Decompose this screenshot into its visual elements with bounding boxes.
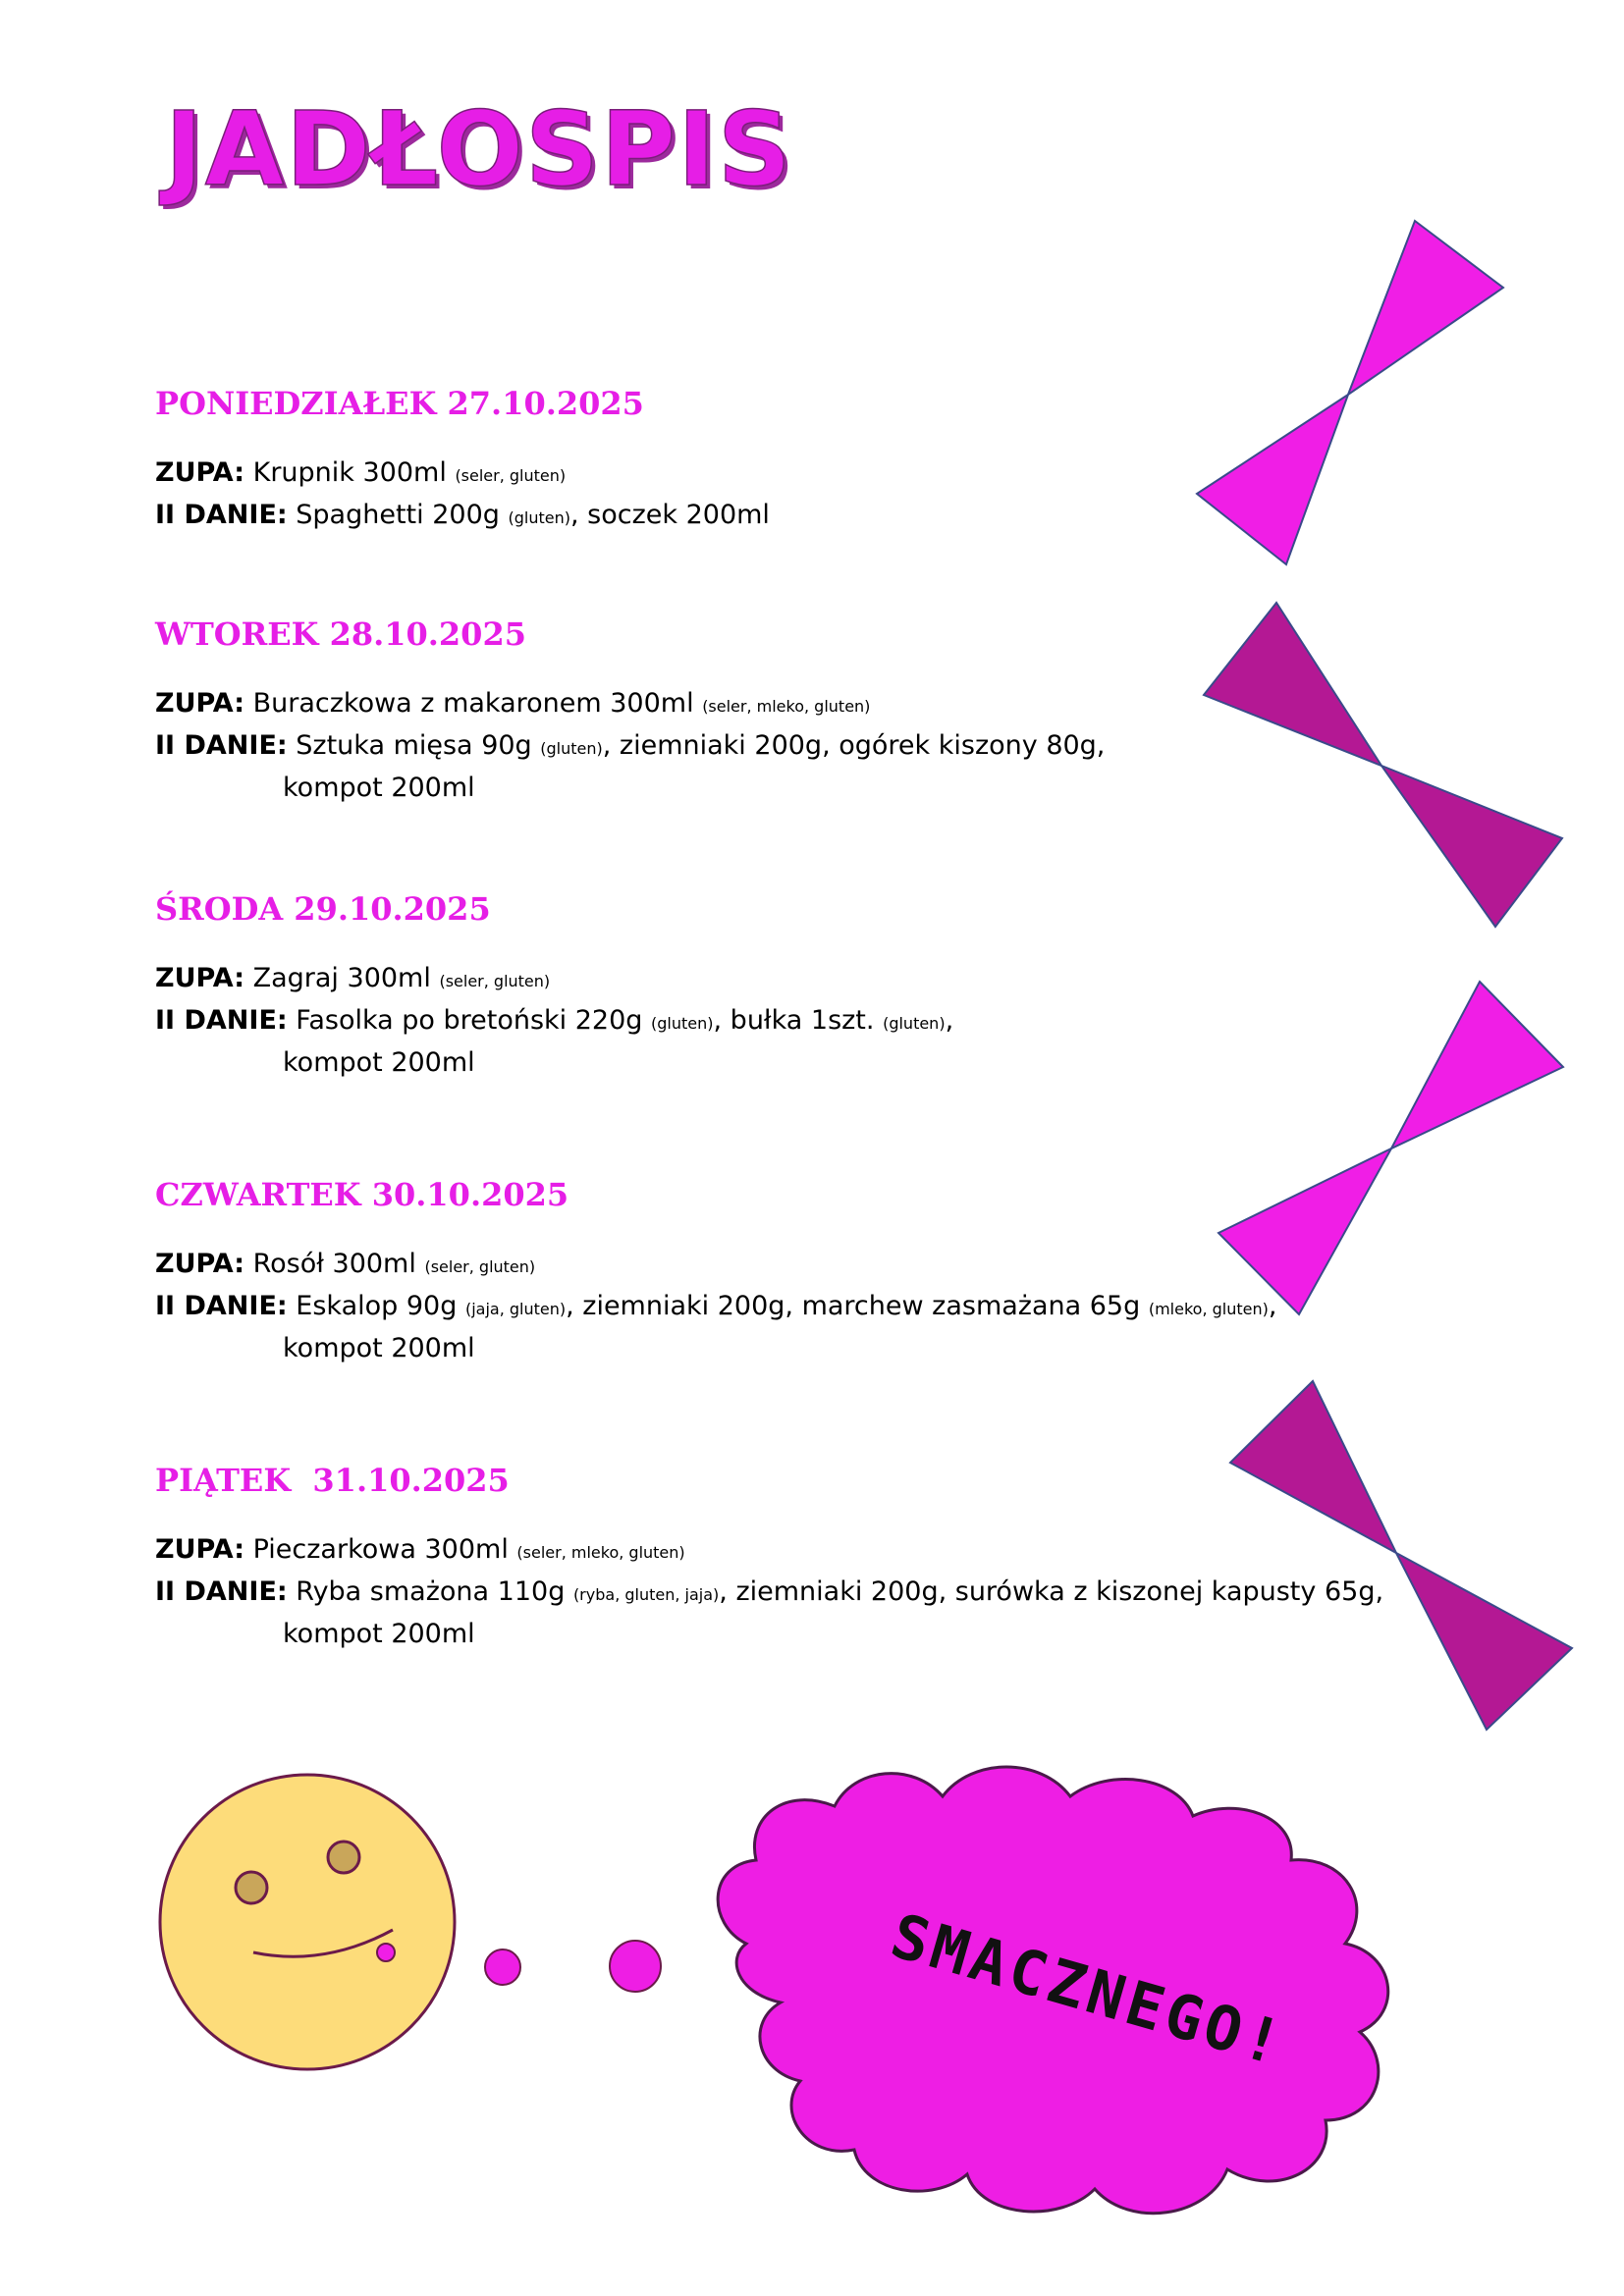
soup-allergens: (seler, gluten) [439, 972, 551, 990]
soup-label: ZUPA: [155, 1534, 245, 1565]
main-course-allergens: (gluten) [508, 508, 570, 527]
soup-allergens: (seler, gluten) [455, 466, 567, 485]
day-heading: ŚRODA 29.10.2025 [155, 890, 491, 928]
smiley-dimple [377, 1944, 395, 1961]
main-course-label: II DANIE: [155, 730, 288, 761]
bow-icon [1381, 766, 1562, 927]
bow-icon [1391, 982, 1563, 1148]
soup-text: Zagraj 300ml [252, 963, 431, 993]
soup-allergens: (seler, mleko, gluten) [516, 1543, 685, 1562]
bow-icon [1197, 221, 1503, 564]
bow-icon [1348, 221, 1503, 395]
smiley-eye [236, 1872, 267, 1903]
main-course-text: , ziemniaki 200g, marchew zasmażana 65g [566, 1291, 1141, 1321]
bow-icon [1204, 603, 1381, 766]
main-course-allergens: (gluten) [540, 739, 603, 758]
thought-bubble-icon [610, 1941, 661, 1992]
main-course-continuation: kompot 200ml [283, 1047, 475, 1078]
smiley-icon [160, 1775, 455, 2069]
main-course-allergens: (gluten) [883, 1014, 946, 1033]
main-course-text: Fasolka po bretoński 220g [296, 1005, 643, 1036]
main-course-text: Sztuka mięsa 90g [296, 730, 532, 761]
day-heading: PONIEDZIAŁEK 27.10.2025 [155, 385, 644, 422]
main-course-continuation: kompot 200ml [283, 1619, 475, 1649]
soup-allergens: (seler, gluten) [424, 1257, 536, 1276]
soup-label: ZUPA: [155, 1249, 245, 1279]
main-course-text: , bułka 1szt. [713, 1005, 875, 1036]
day-heading: WTOREK 28.10.2025 [155, 615, 526, 653]
main-course-label: II DANIE: [155, 500, 288, 530]
closing-text: SMACZNEGO! [883, 1899, 1294, 2081]
soup-label: ZUPA: [155, 963, 245, 993]
soup-label: ZUPA: [155, 688, 245, 719]
thought-bubble-icon [485, 1949, 520, 1985]
main-course-text: Eskalop 90g [296, 1291, 458, 1321]
day-heading: CZWARTEK 30.10.2025 [155, 1176, 569, 1213]
soup-label: ZUPA: [155, 457, 245, 488]
soup-text: Pieczarkowa 300ml [252, 1534, 509, 1565]
bow-icon [1204, 603, 1562, 927]
main-course-label: II DANIE: [155, 1291, 288, 1321]
main-course-allergens: (jaja, gluten) [464, 1300, 567, 1318]
main-course-text: , ziemniaki 200g, surówka z kiszonej kapusty 65g, [719, 1576, 1384, 1607]
bow-icon [1396, 1553, 1572, 1730]
main-course-text: , ziemniaki 200g, ogórek kiszony 80g, [602, 730, 1106, 761]
main-course-allergens: (mleko, gluten) [1148, 1300, 1269, 1318]
day-heading: PIĄTEK 31.10.2025 [155, 1462, 510, 1499]
main-course-label: II DANIE: [155, 1576, 288, 1607]
soup-allergens: (seler, mleko, gluten) [702, 697, 871, 716]
bow-icon [1218, 1148, 1391, 1314]
soup-text: Krupnik 300ml [252, 457, 447, 488]
main-course-text: Ryba smażona 110g [296, 1576, 566, 1607]
main-course-continuation: kompot 200ml [283, 1333, 475, 1363]
smiley-eye [328, 1842, 359, 1873]
bow-icon [1230, 1381, 1572, 1730]
main-course-text: Spaghetti 200g [296, 500, 500, 530]
main-course-allergens: (ryba, gluten, jaja) [572, 1585, 720, 1604]
main-course-text: , [1268, 1291, 1277, 1321]
soup-text: Rosół 300ml [252, 1249, 416, 1279]
main-course-label: II DANIE: [155, 1005, 288, 1036]
page-title: JADŁOSPIS [165, 89, 793, 209]
bow-icon [1230, 1381, 1396, 1553]
main-course-continuation: kompot 200ml [283, 773, 475, 803]
main-course-allergens: (gluten) [651, 1014, 714, 1033]
bow-icon [1197, 395, 1348, 564]
main-course-text: , [945, 1005, 954, 1036]
soup-text: Buraczkowa z makaronem 300ml [252, 688, 694, 719]
main-course-text: , soczek 200ml [569, 500, 770, 530]
smiley-face [160, 1775, 455, 2069]
bow-icon [1218, 982, 1563, 1314]
